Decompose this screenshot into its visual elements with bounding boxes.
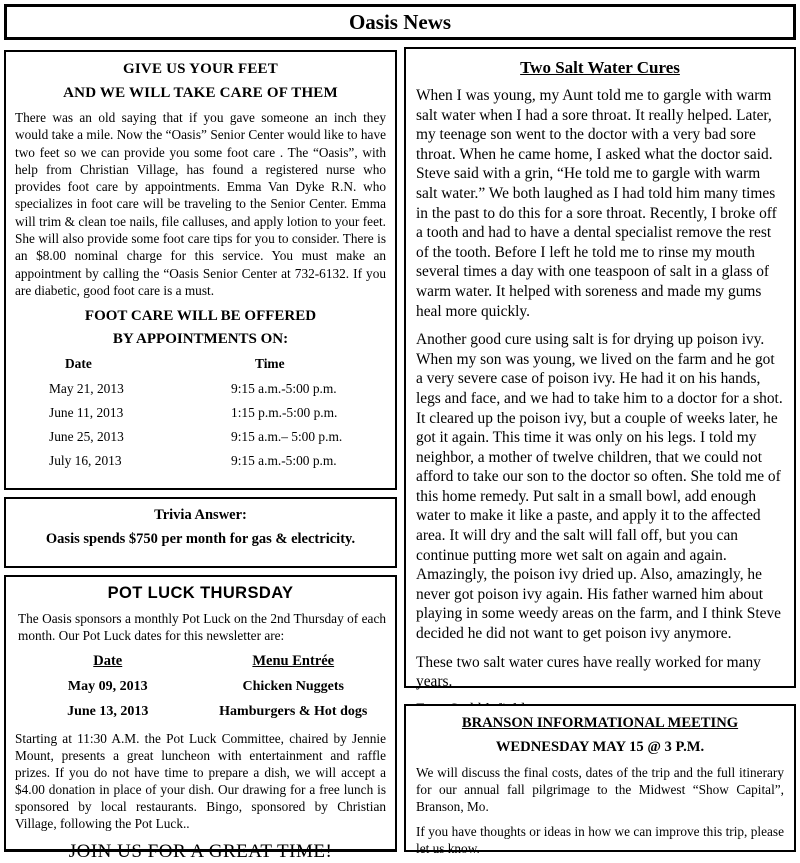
table-row [49, 405, 386, 421]
newsletter-title: Oasis News [348, 9, 452, 34]
schedule-heading-line2: BY APPOINTMENTS ON: [112, 331, 289, 348]
pot-luck-date: June 13, 2013 [67, 704, 149, 719]
table-row [49, 453, 386, 469]
schedule-time: 9:15 a.m.-5:00 p.m. [231, 453, 337, 469]
cures-paragraph-2: Another good cure using salt is for drying up poison ivy. When my son was young, we lived on the farm and he got a very severe case of poison ivy. He had it on his hands, legs and face, and we had to take him to a doctor for a shot. It cleared up the poison ivy, but a couple of weeks later, he got it again. This time it was only on his legs. I told my neighbor, a mother of twelve children, that we could not afford to take our son to the doctor so often. She told me of this home remedy. Put salt in a small bowl, add enough water to make it like a paste, and apply it to the affected area. It will dry and the salt will fall off, but you can continue putting more wet salt on again and again. Amazingly, the poison ivy dried up. Also, amazingly, he never got poison ivy again. His father warned him about playing in some weedy areas on the farm, and I think Steve decided he did not want to get poison ivy anymore. [416, 331, 783, 643]
schedule-date: June 25, 2013 [49, 429, 124, 445]
schedule-col-time: Time [255, 356, 285, 372]
cures-paragraph-3: These two salt water cures have really worked for many years. [416, 653, 761, 691]
pot-luck-col-date: Date [93, 653, 123, 669]
branson-paragraph-2: If you have thoughts or ideas in how we can improve this trip, please let us know. [416, 824, 784, 856]
schedule-heading-line1: FOOT CARE WILL BE OFFERED [84, 308, 317, 325]
trivia-heading: Trivia Answer: [154, 507, 247, 523]
pot-luck-article [4, 575, 397, 862]
foot-care-heading-line1: GIVE US YOUR FEET [123, 61, 278, 77]
pot-luck-menu: Chicken Nuggets [242, 679, 344, 694]
trivia-answer: Oasis spends $750 per month for gas & electricity. [45, 531, 356, 547]
branson-paragraph-1: We will discuss the final costs, dates of the trip and the full itinerary for our annual fall pilgrimage to the Midwest “Show Capital”, Branson, Mo. [416, 765, 784, 814]
table-row [49, 429, 386, 445]
schedule-time: 1:15 p.m.-5:00 p.m. [231, 405, 338, 421]
branson-heading: BRANSON INFORMATIONAL MEETING [461, 715, 739, 731]
pot-luck-heading: POT LUCK THURSDAY [107, 584, 294, 602]
schedule-time: 9:15 a.m.– 5:00 p.m. [231, 429, 343, 445]
cures-heading: Two Salt Water Cures [520, 58, 680, 77]
cures-paragraph-1: When I was young, my Aunt told me to gargle with warm salt water when I had a sore throat. It really helped. Later, my teenage son went to the doctor with a very bad sore throat. When he came home, I asked what the doctor said. Steve said with a grin, “He told me to gargle with warm salt water.” We both laughed as I had told him many times in the past to do this for a sore throat. Recently, I broke off a tooth and had to have a dental specialist remove the rest of the tooth. Before I left he told me to rinse my mouth several times a day with one teaspoon of salt in a glass of warm water. It helped with soreness and made my gums heal more quickly. [416, 87, 777, 320]
pot-luck-col-menu: Menu Entrée [252, 653, 335, 669]
table-row [49, 381, 386, 397]
schedule-header-row [49, 356, 386, 372]
schedule-date: May 21, 2013 [49, 381, 124, 397]
branson-datetime: WEDNESDAY MAY 15 @ 3 P.M. [495, 739, 705, 755]
pot-luck-intro: The Oasis sponsors a monthly Pot Luck on the 2nd Thursday of each month. Our Pot Luck dates for this newsletter are: [18, 611, 386, 643]
foot-care-article [4, 50, 397, 490]
pot-luck-closing: JOIN US FOR A GREAT TIME! [68, 841, 333, 862]
salt-water-cures-article [404, 47, 796, 691]
pot-luck-table [15, 653, 386, 720]
pot-luck-date: May 09, 2013 [67, 679, 148, 694]
masthead [4, 4, 796, 40]
appointment-schedule-table [49, 356, 386, 469]
schedule-time: 9:15 a.m.-5:00 p.m. [231, 381, 337, 397]
foot-care-heading-line2: AND WE WILL TAKE CARE OF THEM [63, 85, 338, 101]
trivia-answer-box [4, 497, 397, 568]
schedule-date: July 16, 2013 [49, 453, 122, 469]
schedule-date: June 11, 2013 [49, 405, 124, 421]
schedule-col-date: Date [65, 356, 92, 372]
branson-meeting-notice [404, 704, 796, 856]
pot-luck-menu: Hamburgers & Hot dogs [219, 704, 368, 719]
pot-luck-details: Starting at 11:30 A.M. the Pot Luck Committee, chaired by Jennie Mount, presents a great luncheon with entertainment and raffle prizes. If you do not have time to prepare a dish, we will accept a $4.00 donation in place of your dish. Our drawing for a free lunch is sponsored by local restaurants. Bingo, sponsored by Christian Village, following the Pot Luck.. [15, 731, 386, 831]
foot-care-body: There was an old saying that if you gave someone an inch they would take a mile. Now the “Oasis” Senior Center would like to have two feet so we can provide you some foot care . The “Oasis”, with help from Christian Village, has found a registered nurse who provides foot care by appointments. Emma Van Dyke R.N. who specializes in foot care will be traveling to the Senior Center. Emma will trim & clean toe nails, file calluses, and apply lotion to your feet. She will also provide some foot care tips for you to consider. There is an $8.00 nominal charge for this service. You must make an appointment by calling the “Oasis Senior Center at 732-6132. If you are diabetic, good foot care is a must. [15, 110, 386, 298]
